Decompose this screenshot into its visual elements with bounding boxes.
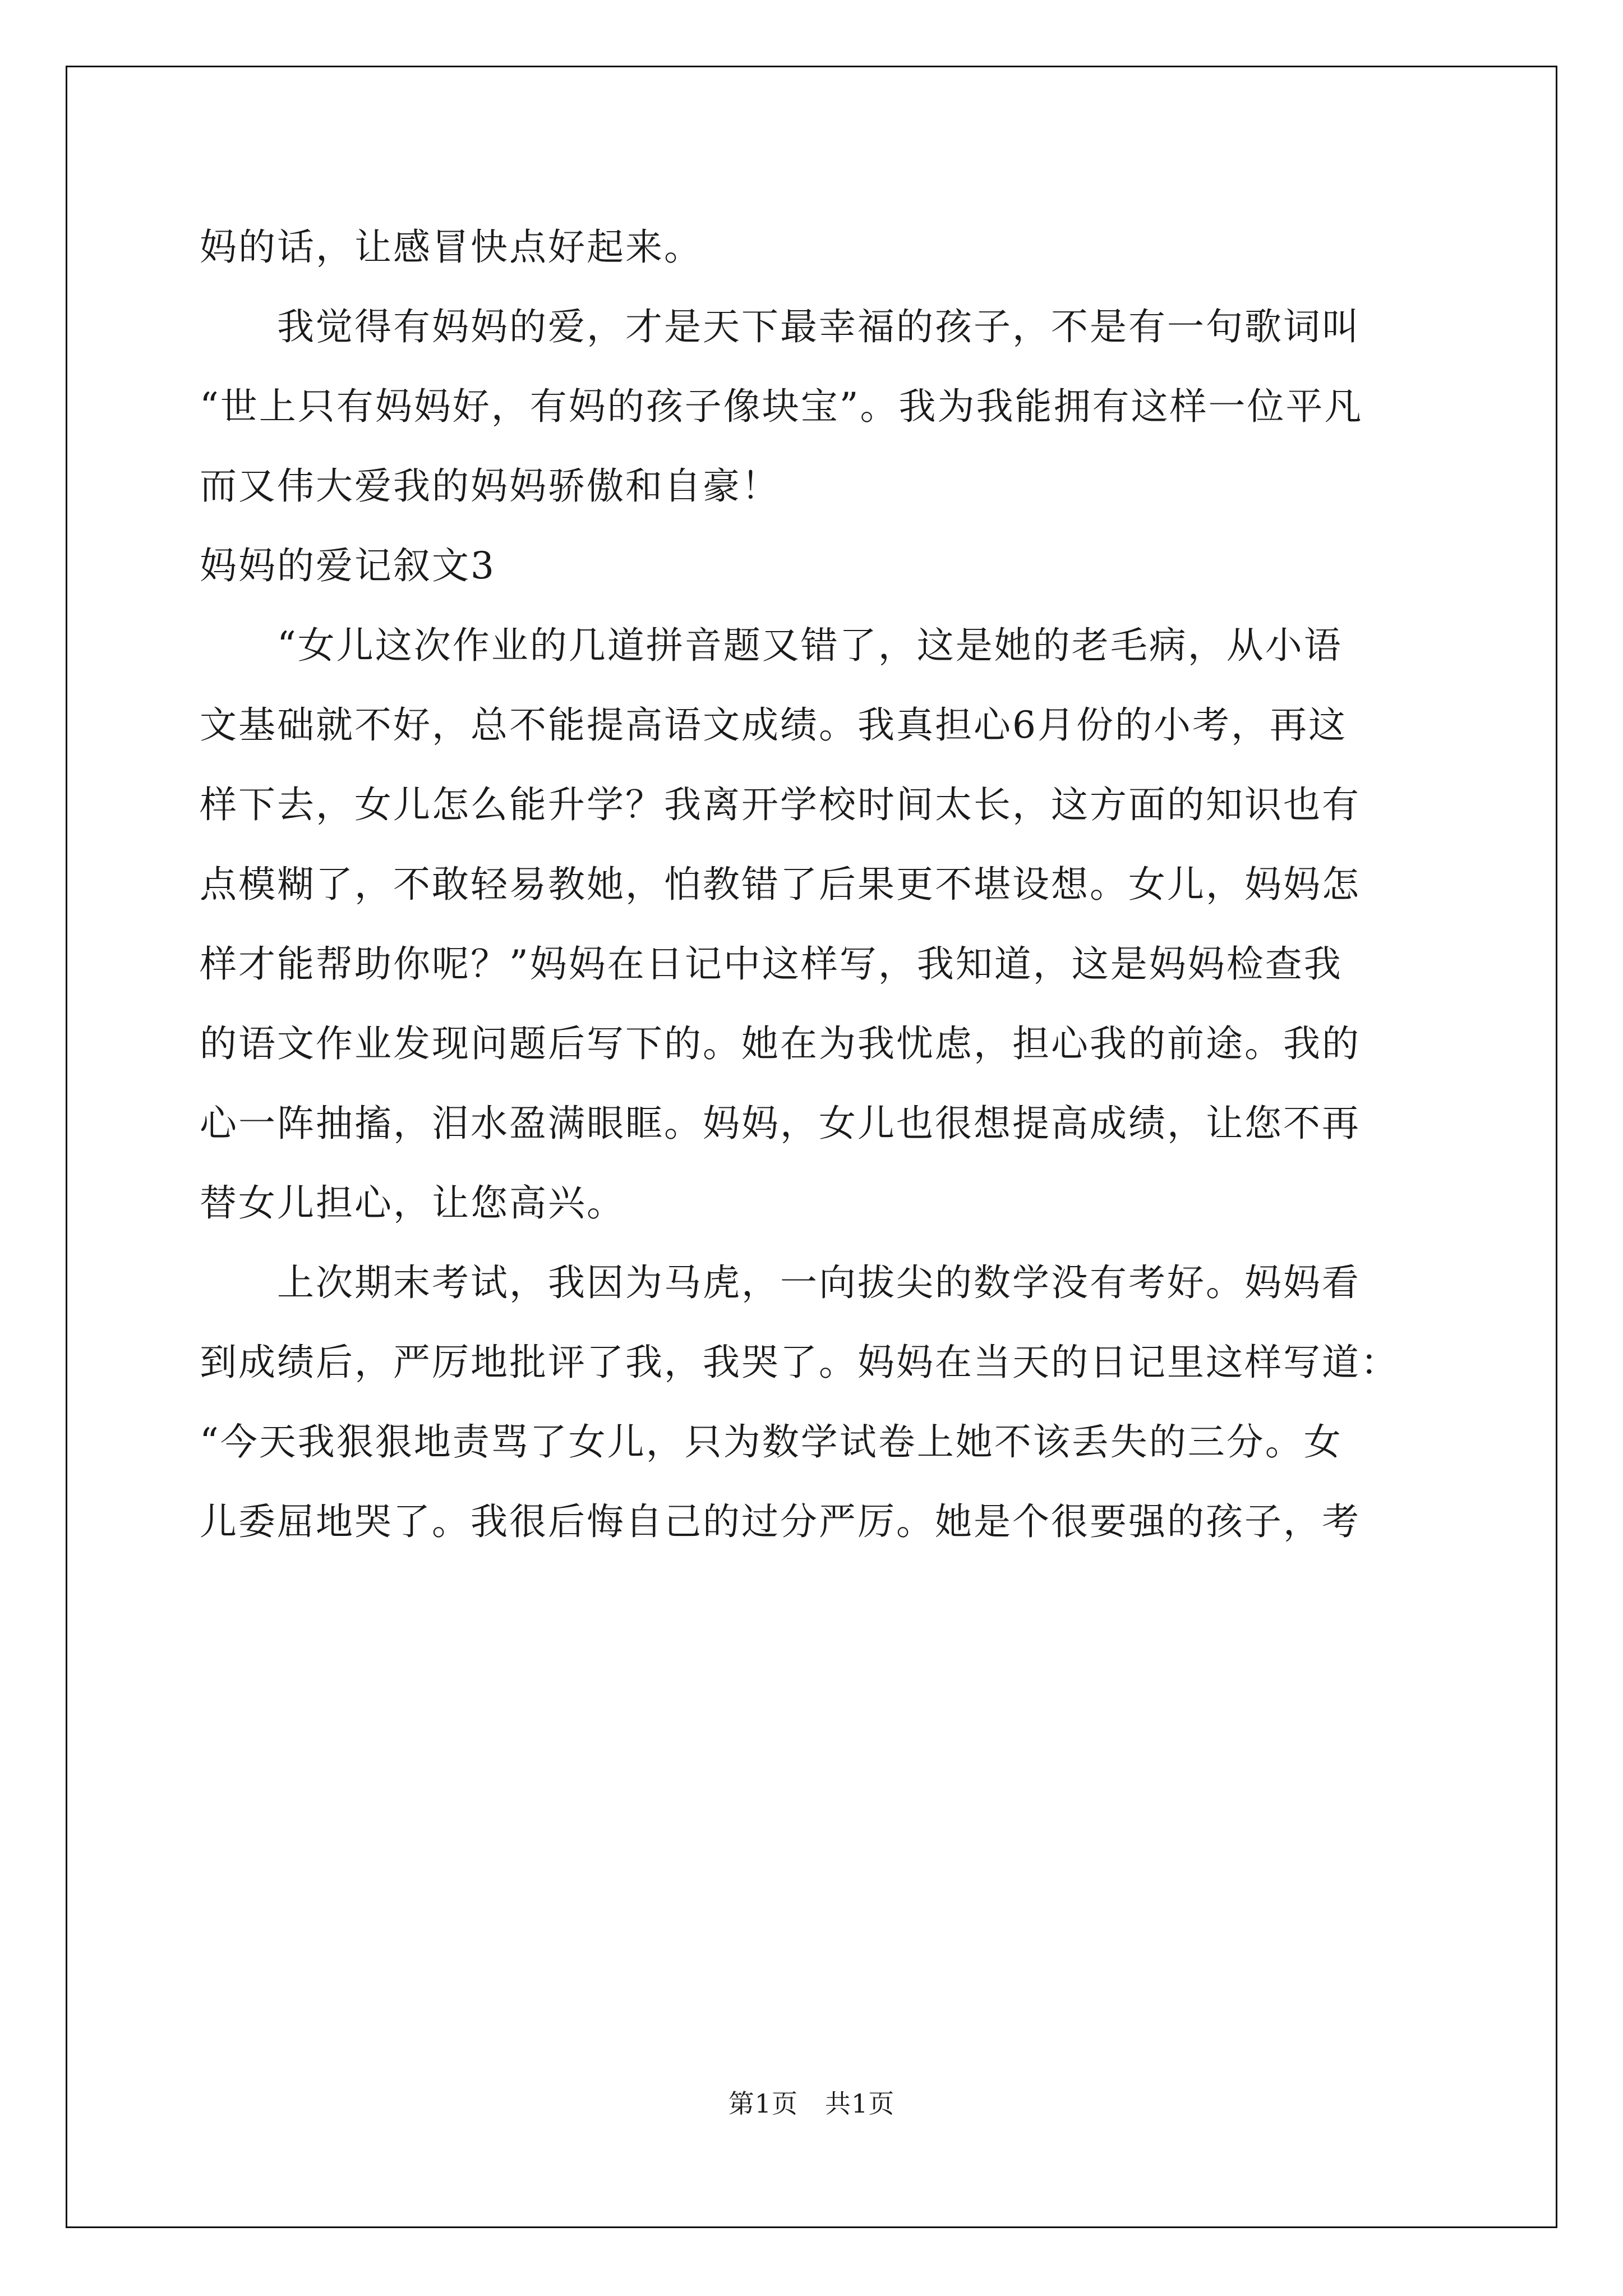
page-number: 第1页 — [728, 2088, 798, 2119]
text-line: “女儿这次作业的几道拼音题又错了，这是她的老毛病，从小语 — [200, 624, 1343, 667]
page-total: 共1页 — [825, 2088, 895, 2119]
text-line: 上次期末考试，我因为马虎，一向拔尖的数学没有考好。妈妈看 — [200, 1261, 1361, 1304]
text-line: 文基础就不好，总不能提高语文成绩。我真担心6月份的小考，再这 — [200, 703, 1347, 747]
text-line: 样才能帮助你呢？”妈妈在日记中这样写，我知道，这是妈妈检查我 — [200, 942, 1343, 986]
text-line: 心一阵抽搐，泪水盈满眼眶。妈妈，女儿也很想提高成绩，让您不再 — [200, 1102, 1361, 1145]
page-footer — [0, 2087, 1623, 2120]
text-line: “世上只有妈妈好，有妈的孩子像块宝”。我为我能拥有这样一位平凡 — [200, 385, 1363, 428]
document-body — [200, 208, 1425, 1562]
text-line: 妈的话，让感冒快点好起来。 — [200, 226, 703, 269]
text-line: 到成绩后，严厉地批评了我，我哭了。妈妈在当天的日记里这样写道： — [200, 1341, 1399, 1384]
text-line: 我觉得有妈妈的爱，才是天下最幸福的孩子，不是有一句歌词叫 — [200, 305, 1361, 348]
text-line: 而又伟大爱我的妈妈骄傲和自豪！ — [200, 464, 780, 508]
text-line: 的语文作业发现问题后写下的。她在为我忧虑，担心我的前途。我的 — [200, 1022, 1361, 1065]
text-line: 样下去，女儿怎么能升学？我离开学校时间太长，这方面的知识也有 — [200, 783, 1361, 826]
text-line: 点模糊了，不敢轻易教她，怕教错了后果更不堪设想。女儿，妈妈怎 — [200, 863, 1361, 906]
text-line: “今天我狠狠地责骂了女儿，只为数学试卷上她不该丢失的三分。女 — [200, 1420, 1343, 1464]
text-line: 替女儿担心，让您高兴。 — [200, 1181, 625, 1225]
section-heading: 妈妈的爱记叙文3 — [200, 544, 496, 587]
text-line: 儿委屈地哭了。我很后悔自己的过分严厉。她是个很要强的孩子，考 — [200, 1500, 1361, 1543]
